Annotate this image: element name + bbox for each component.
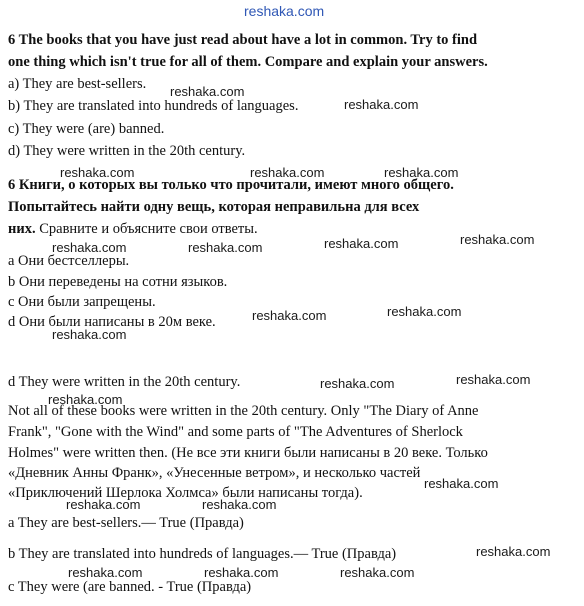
answer-explanation-line1: Not all of these books were written in the 20th century. Only "The Diary of Anne bbox=[8, 403, 479, 419]
answer-explanation-line3: Holmes" were written then. (Не все эти книги были написаны в 20 веке. Только bbox=[8, 445, 488, 461]
watermark-top: reshaka.com bbox=[244, 3, 325, 19]
option-ru-a: a Они бестселлеры. bbox=[8, 253, 130, 269]
option-en-a: a) They are best-sellers. bbox=[8, 76, 147, 92]
watermark: reshaka.com bbox=[384, 165, 459, 180]
option-en-d: d) They were written in the 20th century. bbox=[8, 143, 246, 159]
watermark: reshaka.com bbox=[66, 497, 141, 512]
watermark: reshaka.com bbox=[48, 392, 123, 407]
answer-choice: d They were written in the 20th century. bbox=[8, 374, 241, 390]
answer-explanation-line5: «Приключений Шерлока Холмса» были написаны тогда). bbox=[8, 485, 363, 501]
answer-explanation-line2: Frank", "Gone with the Wind" and some parts of "The Adventures of Sherlock bbox=[8, 424, 463, 440]
watermark: reshaka.com bbox=[424, 476, 499, 491]
watermark: reshaka.com bbox=[188, 240, 263, 255]
option-ru-d: d Они были написаны в 20м веке. bbox=[8, 314, 216, 330]
watermark: reshaka.com bbox=[460, 232, 535, 247]
watermark: reshaka.com bbox=[202, 497, 277, 512]
watermark: reshaka.com bbox=[476, 544, 551, 559]
exercise-heading-en-line2: one thing which isn't true for all of them. Compare and explain your answers. bbox=[8, 54, 488, 70]
option-en-c: c) They were (are) banned. bbox=[8, 121, 165, 137]
watermark: reshaka.com bbox=[170, 84, 245, 99]
watermark: reshaka.com bbox=[68, 565, 143, 580]
exercise-heading-ru-line3-bold: них. bbox=[8, 221, 36, 237]
watermark: reshaka.com bbox=[387, 304, 462, 319]
option-en-b: b) They are translated into hundreds of languages. bbox=[8, 98, 299, 114]
watermark: reshaka.com bbox=[52, 327, 127, 342]
exercise-heading-ru-line3-rest: Сравните и объясните свои ответы. bbox=[35, 221, 258, 237]
watermark: reshaka.com bbox=[250, 165, 325, 180]
watermark: reshaka.com bbox=[60, 165, 135, 180]
watermark: reshaka.com bbox=[340, 565, 415, 580]
answer-explanation-line4: «Дневник Анны Франк», «Унесенные ветром», и несколько частей bbox=[8, 465, 421, 481]
exercise-heading-en-line1: 6 The books that you have just read about have a lot in common. Try to find bbox=[8, 32, 478, 48]
watermark: reshaka.com bbox=[252, 308, 327, 323]
watermark: reshaka.com bbox=[204, 565, 279, 580]
answer-check-c: c They were (are banned. - True (Правда) bbox=[8, 579, 252, 595]
watermark: reshaka.com bbox=[52, 240, 127, 255]
answer-check-a: a They are best-sellers.— True (Правда) bbox=[8, 515, 244, 531]
watermark: reshaka.com bbox=[324, 236, 399, 251]
exercise-heading-ru-line3 bbox=[8, 220, 258, 238]
option-ru-c: c Они были запрещены. bbox=[8, 294, 156, 310]
exercise-heading-ru-line1: 6 Книги, о которых вы только что прочитали, имеют много общего. bbox=[8, 177, 454, 193]
watermark: reshaka.com bbox=[320, 376, 395, 391]
option-ru-b: b Они переведены на сотни языков. bbox=[8, 274, 228, 290]
answer-check-b: b They are translated into hundreds of languages.— True (Правда) bbox=[8, 546, 397, 562]
watermark: reshaka.com bbox=[344, 97, 419, 112]
exercise-heading-ru-line2: Попытайтесь найти одну вещь, которая неправильна для всех bbox=[8, 199, 420, 215]
watermark: reshaka.com bbox=[456, 372, 531, 387]
